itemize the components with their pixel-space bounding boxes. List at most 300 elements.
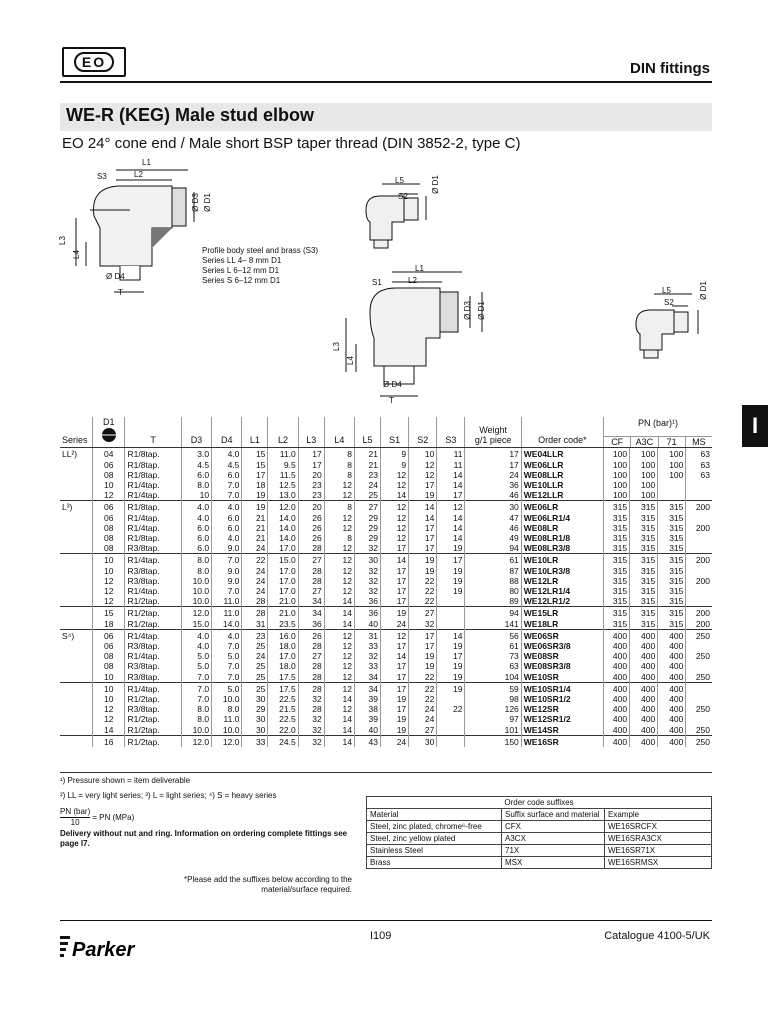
table-cell: 29	[242, 704, 268, 714]
table-cell: 17	[381, 576, 409, 586]
table-cell: 400	[630, 704, 658, 714]
table-cell: 12	[324, 704, 354, 714]
table-cell: 100	[604, 490, 630, 501]
table-cell: 5.0	[181, 661, 211, 671]
table-cell	[686, 714, 712, 724]
table-cell: 19	[409, 490, 437, 501]
series-cell	[60, 460, 93, 470]
section-tab[interactable]: I	[742, 405, 768, 447]
table-cell: 100	[630, 480, 658, 490]
series-cell	[60, 490, 93, 501]
table-cell: 16	[93, 735, 125, 747]
table-cell: 400	[630, 694, 658, 704]
table-cell: 10	[93, 694, 125, 704]
table-cell: 18	[93, 619, 125, 630]
table-cell: 49	[465, 533, 521, 543]
table-cell: 17	[381, 672, 409, 683]
table-cell: 19	[437, 566, 465, 576]
order-code-cell: WE06SR	[521, 629, 603, 641]
order-code-cell: WE08LR1/8	[521, 533, 603, 543]
material-note-line: Series S 6–12 mm D1	[202, 276, 281, 285]
d1-symbol-icon	[101, 427, 117, 443]
table-cell: R1/2tap.	[125, 596, 181, 607]
table-cell	[686, 480, 712, 490]
table-cell: 33	[242, 735, 268, 747]
table-cell: 17	[465, 448, 521, 460]
table-cell: 28	[298, 566, 324, 576]
label-l3: L3	[331, 342, 341, 351]
table-row	[60, 714, 712, 724]
suffix-cell: WE16SR71X	[605, 845, 712, 857]
table-cell: 400	[604, 629, 630, 641]
table-cell: 315	[630, 554, 658, 566]
series-cell	[60, 661, 93, 671]
table-cell: 315	[658, 554, 686, 566]
table-cell: 31	[242, 619, 268, 630]
table-cell: 100	[630, 470, 658, 480]
table-cell: 11	[437, 448, 465, 460]
label-t: T	[389, 396, 394, 405]
table-cell: 06	[93, 629, 125, 641]
table-cell: 19	[437, 586, 465, 596]
order-code-cell: WE06SR3/8	[521, 641, 603, 651]
table-row	[60, 641, 712, 651]
table-cell: 22	[437, 704, 465, 714]
table-cell: 06	[93, 513, 125, 523]
table-cell: 400	[658, 694, 686, 704]
table-cell: 12.0	[181, 607, 211, 619]
table-cell: 8.0	[181, 554, 211, 566]
table-cell: 24	[409, 704, 437, 714]
suffix-col-example: Example	[605, 809, 712, 821]
table-cell: 100	[604, 448, 630, 460]
table-cell	[686, 694, 712, 704]
table-cell: 17	[381, 682, 409, 694]
pn-rhs: = PN (MPa)	[92, 812, 135, 822]
table-cell: 89	[465, 596, 521, 607]
table-cell: R3/8tap.	[125, 641, 181, 651]
table-cell: 400	[630, 682, 658, 694]
table-cell: 27	[298, 554, 324, 566]
table-cell: 12	[324, 490, 354, 501]
table-cell: 63	[686, 448, 712, 460]
table-cell: 32	[409, 619, 437, 630]
table-cell: 12	[324, 513, 354, 523]
page-subtitle: EO 24° cone end / Male short BSP taper thread (DIN 3852-2, type C)	[62, 135, 521, 152]
table-cell: 10.0	[181, 725, 211, 736]
table-cell: 21	[242, 523, 268, 533]
table-cell: 24	[242, 586, 268, 596]
table-cell: 22	[409, 576, 437, 586]
col-pn-group	[604, 417, 712, 448]
label-l5: L5	[662, 286, 671, 295]
table-cell: 315	[630, 501, 658, 513]
table-cell: R1/2tap.	[125, 735, 181, 747]
table-cell: 250	[686, 704, 712, 714]
table-row	[60, 554, 712, 566]
table-cell: 4.0	[181, 513, 211, 523]
label-l4: L4	[71, 250, 81, 259]
table-cell: 30	[409, 735, 437, 747]
table-cell: 7.0	[212, 641, 242, 651]
table-cell: 12	[381, 501, 409, 513]
table-cell: 21.0	[268, 607, 298, 619]
series-cell: L³)	[60, 501, 93, 513]
table-row	[60, 533, 712, 543]
table-cell: 22	[242, 554, 268, 566]
series-cell	[60, 523, 93, 533]
table-cell: 7.0	[212, 672, 242, 683]
table-cell: 17.0	[268, 586, 298, 596]
suffix-cell: 71X	[502, 845, 605, 857]
table-cell: 315	[658, 619, 686, 630]
table-cell: 400	[604, 694, 630, 704]
series-cell	[60, 735, 93, 747]
label-s2: S2	[664, 298, 674, 307]
series-cell: LL²)	[60, 448, 93, 460]
col-pn-ms: MS	[685, 437, 712, 447]
table-cell: 400	[658, 641, 686, 651]
table-cell: 17.5	[268, 682, 298, 694]
series-cell	[60, 480, 93, 490]
table-cell: 39	[355, 694, 381, 704]
pn-formula	[60, 807, 134, 828]
table-cell: 12	[93, 490, 125, 501]
page-number: I109	[370, 930, 392, 942]
table-cell: R1/4tap.	[125, 490, 181, 501]
table-cell: 18.0	[268, 661, 298, 671]
table-cell: 5.0	[212, 682, 242, 694]
table-cell: 40	[355, 725, 381, 736]
table-cell: 12.0	[268, 501, 298, 513]
table-cell: R1/2tap.	[125, 694, 181, 704]
table-cell: 10	[93, 480, 125, 490]
table-cell: 9	[381, 448, 409, 460]
table-cell: 315	[630, 533, 658, 543]
table-row	[60, 523, 712, 533]
table-cell: 8	[324, 448, 354, 460]
table-cell: 32	[298, 735, 324, 747]
table-cell: 14	[324, 725, 354, 736]
table-cell: 21.5	[268, 704, 298, 714]
table-cell: 12	[93, 714, 125, 724]
table-cell	[686, 641, 712, 651]
label-l2: L2	[134, 170, 143, 179]
table-cell: 12	[324, 480, 354, 490]
table-cell	[437, 714, 465, 724]
suffix-cell: WE16SRCFX	[605, 821, 712, 833]
table-cell: 14	[437, 629, 465, 641]
table-cell: 46	[465, 490, 521, 501]
material-note-line: Series L 6–12 mm D1	[202, 266, 280, 275]
table-cell: 5.0	[212, 651, 242, 661]
delivery-note: Delivery without nut and ring. Information on ordering complete fittings see page I7.	[60, 829, 348, 848]
table-cell	[686, 661, 712, 671]
table-cell: 3.0	[181, 448, 211, 460]
material-note-line: Series LL 4– 8 mm D1	[202, 256, 282, 265]
table-cell: 32	[355, 543, 381, 554]
suffix-cell: A3CX	[502, 833, 605, 845]
table-cell: 12	[409, 460, 437, 470]
table-cell: 43	[355, 735, 381, 747]
table-row	[60, 629, 712, 641]
table-cell: 06	[93, 501, 125, 513]
table-cell: 150	[465, 735, 521, 747]
order-code-cell: WE06LR	[521, 501, 603, 513]
table-cell: 10	[93, 672, 125, 683]
table-cell: 315	[658, 533, 686, 543]
order-code-cell: WE10SR1/4	[521, 682, 603, 694]
table-cell: 4.0	[212, 629, 242, 641]
table-cell: 34	[298, 607, 324, 619]
table-cell: R1/2tap.	[125, 725, 181, 736]
series-cell	[60, 596, 93, 607]
table-cell: 101	[465, 725, 521, 736]
order-code-cell: WE04LLR	[521, 448, 603, 460]
table-cell: 315	[658, 607, 686, 619]
table-row	[60, 513, 712, 523]
table-header-row	[60, 417, 712, 448]
table-row	[60, 694, 712, 704]
col-weight-bottom: g/1 piece	[474, 435, 512, 446]
col-pn-label: PN (bar)¹)	[638, 418, 679, 428]
table-cell: 15	[242, 448, 268, 460]
col-s3: S3	[437, 417, 465, 448]
table-cell: 315	[630, 607, 658, 619]
table-cell: 14.0	[268, 533, 298, 543]
col-l1: L1	[242, 417, 268, 448]
table-cell: 4.0	[181, 641, 211, 651]
table-cell: 400	[658, 704, 686, 714]
table-cell: 10	[93, 554, 125, 566]
suffix-row	[367, 833, 712, 845]
table-cell	[686, 596, 712, 607]
table-cell: 32	[355, 586, 381, 596]
table-cell: 32	[355, 576, 381, 586]
table-cell: 9.0	[212, 566, 242, 576]
table-cell: 315	[630, 596, 658, 607]
table-cell	[437, 735, 465, 747]
table-cell: 40	[355, 619, 381, 630]
table-cell: 14	[324, 735, 354, 747]
suffix-row	[367, 845, 712, 857]
table-cell: 73	[465, 651, 521, 661]
table-cell: 28	[242, 596, 268, 607]
table-cell: 14	[437, 480, 465, 490]
table-cell: 100	[658, 460, 686, 470]
series-cell	[60, 533, 93, 543]
table-cell	[686, 533, 712, 543]
table-cell: 22	[409, 586, 437, 596]
order-code-cell: WE08LR3/8	[521, 543, 603, 554]
table-cell: 98	[465, 694, 521, 704]
table-cell: 23	[355, 470, 381, 480]
label-l1: L1	[142, 158, 151, 167]
table-cell: 400	[630, 661, 658, 671]
table-cell: 19	[242, 501, 268, 513]
label-d1: Ø D1	[698, 281, 708, 300]
label-d4: Ø D4	[106, 272, 125, 281]
order-code-cell: WE15LR	[521, 607, 603, 619]
table-cell: 12	[324, 641, 354, 651]
table-cell: 315	[630, 576, 658, 586]
table-row	[60, 619, 712, 630]
table-cell: 315	[604, 596, 630, 607]
table-cell: 06	[93, 641, 125, 651]
table-cell: 400	[658, 672, 686, 683]
table-cell: 25	[242, 661, 268, 671]
table-cell: 104	[465, 672, 521, 683]
table-cell: 12	[324, 586, 354, 596]
series-cell	[60, 714, 93, 724]
table-cell: 12	[93, 704, 125, 714]
table-cell: R1/2tap.	[125, 619, 181, 630]
table-cell: 63	[686, 470, 712, 480]
table-cell: 10	[93, 682, 125, 694]
table-row	[60, 651, 712, 661]
suffix-cell: Steel, zinc yellow plated	[367, 833, 502, 845]
table-cell: 7.0	[212, 480, 242, 490]
table-cell: 15.0	[181, 619, 211, 630]
table-cell: 08	[93, 470, 125, 480]
table-cell: 33	[355, 641, 381, 651]
table-cell: 315	[658, 501, 686, 513]
col-order-code: Order code*	[521, 417, 603, 448]
table-row	[60, 566, 712, 576]
table-row	[60, 735, 712, 747]
table-cell	[686, 490, 712, 501]
table-cell: 24	[465, 470, 521, 480]
table-cell: R3/8tap.	[125, 543, 181, 554]
table-cell: 100	[630, 460, 658, 470]
table-cell: 19	[409, 661, 437, 671]
col-s1: S1	[381, 417, 409, 448]
suffix-cell: CFX	[502, 821, 605, 833]
table-cell: 22	[409, 596, 437, 607]
table-cell: 315	[604, 533, 630, 543]
table-cell: 400	[658, 725, 686, 736]
parker-logo-text: Parker	[72, 939, 135, 961]
table-cell: 100	[658, 448, 686, 460]
table-cell: 30	[242, 725, 268, 736]
table-cell: 06	[93, 460, 125, 470]
table-row	[60, 672, 712, 683]
table-cell: 200	[686, 619, 712, 630]
table-cell: 400	[604, 641, 630, 651]
table-cell: 04	[93, 448, 125, 460]
table-cell: 17	[437, 554, 465, 566]
table-cell: 19	[437, 661, 465, 671]
table-cell: 4.0	[181, 501, 211, 513]
table-cell: 14.0	[268, 513, 298, 523]
series-cell	[60, 619, 93, 630]
table-cell: 8.0	[181, 480, 211, 490]
table-cell: 400	[604, 735, 630, 747]
table-cell: 7.0	[212, 490, 242, 501]
table-cell: 100	[630, 490, 658, 501]
table-cell: R1/4tap.	[125, 523, 181, 533]
suffix-cell: MSX	[502, 857, 605, 869]
table-cell: 21.0	[268, 596, 298, 607]
table-cell: 12	[437, 501, 465, 513]
col-series: Series	[60, 417, 93, 448]
order-code-cell: WE06LLR	[521, 460, 603, 470]
table-cell: 9.0	[212, 576, 242, 586]
order-code-cell: WE12SR	[521, 704, 603, 714]
table-cell: 7.0	[212, 661, 242, 671]
table-cell: 200	[686, 554, 712, 566]
table-cell: 11.5	[268, 470, 298, 480]
table-cell: 315	[604, 607, 630, 619]
table-cell: 12	[324, 554, 354, 566]
table-cell: 28	[242, 607, 268, 619]
order-code-cell: WE10SR1/2	[521, 694, 603, 704]
table-cell: R3/8tap.	[125, 566, 181, 576]
table-cell: 12	[93, 586, 125, 596]
table-cell: 14	[437, 523, 465, 533]
table-cell: 12	[381, 533, 409, 543]
table-cell: R1/8tap.	[125, 501, 181, 513]
table-cell: 315	[630, 513, 658, 523]
table-cell: 10.0	[212, 725, 242, 736]
series-cell	[60, 704, 93, 714]
header-category: DIN fittings	[630, 60, 710, 77]
table-cell: 47	[465, 513, 521, 523]
table-cell: 17	[409, 523, 437, 533]
table-cell: 400	[630, 651, 658, 661]
elbow-drawing	[57, 158, 200, 298]
suffix-table-body	[367, 821, 712, 869]
table-cell: 100	[604, 470, 630, 480]
table-cell: 14	[324, 714, 354, 724]
table-cell: 24	[381, 619, 409, 630]
table-cell: 19	[409, 554, 437, 566]
table-cell: 4.0	[181, 629, 211, 641]
table-cell: 61	[465, 641, 521, 651]
table-cell: 63	[465, 661, 521, 671]
col-d1-label: D1	[102, 417, 115, 427]
table-cell: 400	[630, 629, 658, 641]
order-code-cell: WE16SR	[521, 735, 603, 747]
header-rule	[60, 81, 712, 83]
table-cell: 32	[355, 651, 381, 661]
label-l5: L5	[395, 176, 404, 185]
table-cell: 17	[381, 596, 409, 607]
table-cell: 17	[381, 704, 409, 714]
table-cell: 6.0	[212, 523, 242, 533]
diagram-elbow-large-left	[57, 158, 200, 298]
table-row	[60, 607, 712, 619]
table-cell: 21	[242, 513, 268, 523]
table-cell: 22	[409, 682, 437, 694]
table-cell: 19	[437, 672, 465, 683]
table-cell: 8.0	[181, 566, 211, 576]
table-cell: 63	[686, 460, 712, 470]
table-cell	[437, 596, 465, 607]
table-cell: 400	[658, 651, 686, 661]
table-cell: 36	[355, 607, 381, 619]
label-l4: L4	[345, 356, 355, 365]
table-cell: 315	[604, 501, 630, 513]
table-cell: 80	[465, 586, 521, 596]
table-cell: 36	[355, 596, 381, 607]
label-l2: L2	[408, 276, 417, 285]
table-cell: 4.0	[212, 533, 242, 543]
series-cell	[60, 725, 93, 736]
table-cell: 25	[242, 641, 268, 651]
table-cell: 400	[630, 725, 658, 736]
table-cell: 32	[298, 694, 324, 704]
